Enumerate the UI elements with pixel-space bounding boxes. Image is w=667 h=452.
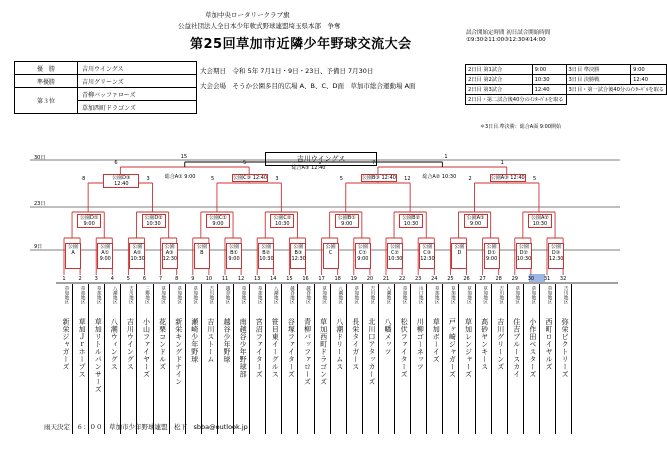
team-name: 小山ファイヤーズ — [142, 318, 151, 378]
team-cell: 草加西町ドラゴンズ — [78, 101, 197, 114]
qf-match-box: 公園A③ 12:40 — [490, 175, 525, 181]
team-region: 草加地区 — [514, 286, 520, 304]
team-number: 7 — [159, 276, 163, 282]
team-number: 26 — [463, 276, 470, 282]
team-column — [378, 284, 395, 434]
team-region: 八潮地区 — [112, 286, 118, 304]
team-region: 草加地区 — [530, 286, 536, 304]
qf-score: 5 — [532, 176, 537, 182]
r2-match-box: 公園C② 10:30 — [270, 214, 294, 228]
qf-score: 12 — [404, 176, 411, 182]
sch-cell: 9:00 — [532, 65, 566, 75]
qf-score: 2 — [468, 176, 472, 182]
team-number: 30 — [527, 276, 535, 282]
team-name: 草加Ｊｒホープス — [78, 318, 87, 378]
team-name: 谷塚ファイターズ — [287, 318, 296, 378]
team-region: 越谷地区 — [305, 286, 311, 304]
team-name: 新栄ジャガーズ — [62, 318, 70, 371]
r1-match-box: 公園 A② 10:30 — [129, 243, 145, 269]
subtitle-line1: 草加中央ロータリークラブ旗 — [205, 11, 290, 19]
sch-cell: 2日目 第2試合 — [466, 75, 533, 85]
sch-cell: 12:40 — [532, 85, 566, 95]
team-cell: 吉川ウイングス — [78, 62, 197, 75]
team-name: 草加ボーイズ — [432, 318, 441, 363]
team-name: 高砂ヤンキース — [480, 318, 489, 371]
r1-match-box: 公園 B① 9:00 — [226, 243, 242, 269]
team-number: 21 — [382, 276, 390, 282]
round-label-30: 30日 — [34, 155, 46, 161]
r1-match-box: 公園 B③ 12:30 — [290, 243, 306, 269]
team-number: 12 — [237, 276, 245, 282]
team-number: 5 — [126, 276, 130, 282]
team-region: 草加地区 — [96, 286, 102, 304]
sch-cell: 9:00 — [631, 65, 667, 75]
team-name: 八潮ドリームス — [335, 318, 344, 371]
team-region: 吉川地区 — [563, 286, 569, 304]
team-number: 28 — [495, 276, 502, 282]
team-region: 草加地区 — [434, 286, 440, 304]
team-number: 8 — [175, 276, 179, 282]
sch-cell: 3日目・第一試合後40分のｲﾝﾀｰﾊﾞﾙを取る — [566, 85, 667, 95]
schedule-header: 試合開始定時間 初日試合開始時間 ①9:30②11:00③12:30④14:00 — [466, 30, 551, 43]
team-region: 草加地区 — [482, 286, 488, 304]
team-region: 吉川地区 — [208, 286, 214, 304]
team-name: 川柳ゴーネッツ — [416, 318, 425, 371]
team-region: 三郷地区 — [144, 286, 150, 304]
qf-score: 8 — [82, 176, 86, 182]
semi-score: 5 — [243, 160, 247, 166]
final-score-left: 15 — [180, 154, 188, 160]
team-cell: 吉川グリーンズ — [78, 75, 197, 88]
team-number: 29 — [511, 276, 518, 282]
team-name: 八幡メッツ — [384, 318, 392, 356]
team-number: 22 — [398, 276, 406, 282]
team-number: 13 — [254, 276, 261, 282]
team-number: 10 — [205, 276, 213, 282]
team-name: 吉川グリーンズ — [496, 318, 505, 371]
sch-cell: 10:30 — [532, 75, 566, 85]
team-name: 草加レンジャーズ — [464, 318, 473, 378]
team-name: 草加リトルパンサーズ — [94, 318, 103, 393]
team-region: 吉川地区 — [128, 286, 134, 304]
team-region: 草加地区 — [547, 286, 552, 304]
team-region: 八潮地区 — [337, 286, 343, 304]
team-number: 9 — [191, 276, 195, 282]
team-region: 草加地区 — [402, 286, 408, 304]
team-name: 松伏ファイターズ — [400, 318, 409, 378]
team-region: 草加地区 — [80, 286, 86, 304]
team-number: 2 — [78, 276, 82, 282]
team-number: 31 — [543, 276, 551, 282]
team-name: 新栄キングドナイン — [174, 318, 183, 386]
team-region: 草加地区 — [160, 286, 166, 304]
sch-cell: 12:40 — [631, 75, 667, 85]
r1-match-box: 公園 B — [194, 243, 210, 269]
team-number: 25 — [447, 276, 454, 282]
sch-cell: 2日目・第二試合後40分のｲﾝﾀｰﾊﾞﾙを取る — [466, 95, 567, 105]
rank-cell: 準優勝 — [15, 75, 78, 88]
team-region: 草加地区 — [176, 286, 182, 304]
team-region: 草加地区 — [450, 286, 456, 304]
r1-match-box: 公園 D② 10:30 — [516, 243, 532, 269]
r1-match-box: 公園 A③ 12:30 — [162, 243, 178, 269]
team-name: 戸ヶ崎ジャガーズ — [448, 318, 457, 378]
r2-match-box: 公園A② 10:30 — [528, 214, 552, 228]
team-cell: 青柳バッファローズ — [78, 88, 197, 101]
round-label-9: 9日 — [34, 244, 43, 250]
team-name: 青柳バッファローズ — [303, 318, 312, 386]
r2-match-box: 公園C① 9:00 — [206, 214, 230, 228]
team-region: 吉川地区 — [369, 286, 375, 304]
team-number: 18 — [334, 276, 341, 282]
team-name: 吉川ストーム — [206, 318, 215, 363]
team-number: 20 — [366, 276, 374, 282]
team-number: 23 — [415, 276, 422, 282]
r1-match-box: 公園 D① 9:00 — [484, 243, 500, 269]
qf-match-box: 公園C③ 12:40 — [233, 175, 268, 181]
team-region: 八潮地区 — [386, 286, 391, 304]
subtitle-line2: 公益社団法人全日本少年軟式野球連盟埼玉県本部 争奪 — [178, 22, 341, 30]
team-number: 32 — [559, 276, 567, 282]
team-name: 西町ロイヤルズ — [545, 318, 553, 371]
team-region: 草加地区 — [353, 286, 359, 304]
r1-match-box: 公園 D③ 12:30 — [548, 243, 564, 269]
champion-box: 吉川ウイングス — [265, 152, 377, 166]
sch-cell: 3日目 決勝戦 — [566, 75, 631, 85]
rank-cell: 第３位 — [15, 88, 78, 114]
r1-match-box: 公園 C — [323, 243, 339, 269]
semi-right-label: 総合A② 10:30 — [422, 174, 457, 180]
r1-match-box: 公園 C② 10:30 — [387, 243, 403, 269]
r2-match-box: 公園A① 9:00 — [464, 214, 488, 228]
team-name: 草加西町ドラゴンズ — [319, 318, 328, 386]
sch-cell: 2日目 第1試合 — [466, 65, 533, 75]
round-label-23: 23日 — [34, 201, 46, 207]
footer-note: 雨天決定 ６：００ 草加市少年野球連盟 松下 sbba@outlook.jp — [44, 423, 248, 431]
sch-cell: 2日目 第3試合 — [466, 85, 533, 95]
qf-score: 5 — [210, 176, 215, 182]
team-name: 小作田ベスターズ — [528, 318, 537, 378]
team-number: 24 — [431, 276, 438, 282]
team-name: 花栗コンドルズ — [158, 318, 167, 371]
team-number: 15 — [286, 276, 293, 282]
r1-match-box: 公園 B② 10:30 — [258, 243, 274, 269]
team-region: 草加地区 — [466, 286, 472, 304]
team-region: 草加地区 — [241, 286, 247, 304]
qf-score: 3 — [146, 176, 150, 182]
qf-score: 3 — [275, 176, 279, 182]
rank-cell: 優 勝 — [15, 62, 78, 75]
team-name: 南越谷少年野球部 — [239, 318, 248, 378]
semi-left-label: 総合A① 9:00 — [164, 174, 196, 180]
qf-match-box: 公園B③ 12:40 — [361, 175, 396, 181]
r2-match-box: 公園D② 10:30 — [142, 214, 166, 228]
r2-match-box: 公園B② 10:30 — [399, 214, 423, 228]
team-name: 笹目東イーグルス — [271, 318, 280, 378]
team-number: 27 — [479, 276, 486, 282]
r2-match-box: 公園D① 9:00 — [77, 214, 101, 228]
semi-score: 6 — [114, 160, 118, 166]
r1-match-box: 公園 D — [451, 243, 467, 269]
r2-match-box: 公園B① 9:00 — [335, 214, 359, 228]
r1-match-box: 公園 A① 9:00 — [97, 243, 113, 269]
team-name: 弥栄ビクトリーズ — [561, 318, 570, 378]
team-number: 4 — [110, 276, 114, 282]
team-name: 宮沼ファイターズ — [255, 318, 264, 378]
team-region: 越谷地区 — [225, 286, 230, 304]
team-region: 越谷地区 — [289, 286, 295, 304]
info-period: 大会期日 令和 5年 7月1日・9日・23日、予備日 7月30日 — [200, 67, 374, 75]
team-region: 草加地区 — [192, 286, 198, 304]
team-number: 6 — [142, 276, 147, 282]
semi-score: 1 — [500, 160, 504, 166]
team-region: 八潮地区 — [273, 286, 279, 304]
page-title: 第25回草加市近隣少年野球交流大会 — [190, 37, 412, 52]
qf-score: 5 — [339, 176, 343, 182]
qf-match-box: 公園D③ 12:40 — [103, 174, 139, 188]
final-match-label: 総合A③ 12:40 — [291, 165, 326, 171]
team-number: 3 — [94, 276, 98, 282]
team-region: 川口地区 — [418, 286, 424, 304]
team-number: 11 — [221, 276, 229, 282]
team-region: 草加地区 — [257, 286, 263, 304]
final-score-right: 1 — [444, 154, 448, 160]
r1-match-box: 公園 C③ 12:30 — [419, 243, 435, 269]
sch-cell: 3日目 準決勝 — [566, 65, 631, 75]
team-name: 瀬崎少年野球 — [190, 318, 199, 363]
team-number: 16 — [302, 276, 309, 282]
semi-score: 7 — [371, 160, 376, 166]
team-region: 草加地区 — [321, 286, 327, 304]
r1-match-box: 公園 C① 9:00 — [355, 243, 371, 269]
team-name: 吉川ウイングス — [126, 318, 135, 371]
team-name: 長栄タイガース — [351, 318, 360, 371]
r1-match-box: 公園 A — [65, 243, 81, 269]
final-note: ＊3日目.準決勝：総合A面 9:00開始 — [480, 124, 562, 130]
team-region: 草加地区 — [64, 286, 69, 304]
info-venue: 大会会場 そうか公園多目的広場 A、B、C、D面 草加市総合運動場 A面 — [200, 82, 416, 90]
team-name: 越谷少年野球 — [223, 318, 231, 363]
team-region: 吉川地区 — [498, 286, 504, 304]
team-name: 八潮ウィングス — [110, 318, 119, 371]
team-number: 14 — [270, 276, 277, 282]
team-number: 19 — [350, 276, 357, 282]
team-name: 住吉ブルースカイ — [512, 318, 521, 378]
team-number: 1 — [62, 276, 66, 282]
team-name: 北川口アタッカーズ — [367, 318, 376, 386]
team-number: 17 — [318, 276, 325, 282]
